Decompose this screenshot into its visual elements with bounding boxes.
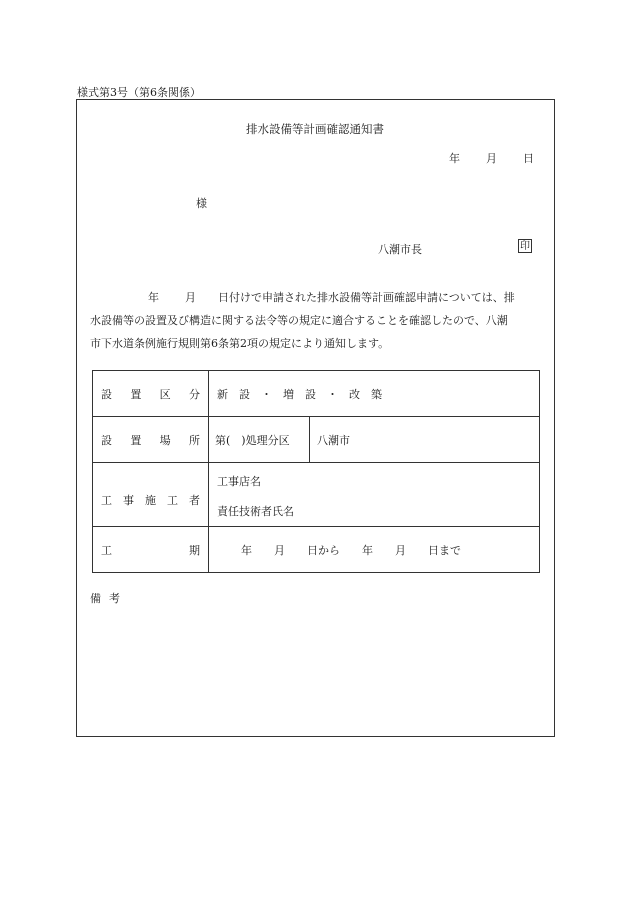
table-row-contractor	[93, 463, 539, 527]
remarks-label: 備考	[90, 592, 128, 605]
label-period: 工 期	[101, 543, 200, 557]
seal-mark: 印	[520, 241, 530, 252]
district-cell	[209, 417, 310, 462]
body-line-2: 水設備等の設置及び構造に関する法令等の規定に適合することを確認したので、八潮	[90, 314, 508, 327]
city-value: 八潮市	[317, 433, 350, 447]
issuer-name: 八潮市長	[378, 243, 422, 256]
category-options: 新 設 ・ 増 設 ・ 改 築	[217, 387, 382, 401]
table-row-period	[93, 527, 539, 572]
label-cell	[93, 463, 209, 526]
label-cell	[93, 527, 209, 572]
contractor-name-label: 工事店名	[217, 475, 261, 488]
date-day: 日	[523, 152, 534, 165]
table-row-location	[93, 417, 539, 463]
document-title: 排水設備等計画確認通知書	[246, 122, 384, 136]
body-year: 年	[148, 291, 159, 304]
label-cell	[93, 371, 209, 416]
body-line-3: 市下水道条例施行規則第6条第2項の規定により通知します。	[90, 337, 390, 350]
district-value: 第( )処理分区	[215, 433, 290, 447]
body-text-1: 日付けで申請された排水設備等計画確認申請については、排	[218, 291, 515, 304]
label-contractor: 工 事 施 工 者	[101, 493, 200, 507]
label-category: 設 置 区 分	[101, 387, 200, 401]
date-line	[449, 150, 534, 166]
body-line-1	[90, 289, 545, 305]
details-table	[92, 370, 540, 573]
table-row-category	[93, 371, 539, 417]
engineer-name-label: 責任技術者氏名	[217, 505, 294, 518]
body-month: 月	[185, 291, 196, 304]
date-year: 年	[449, 152, 460, 165]
form-number: 様式第3号（第6条関係）	[77, 86, 201, 99]
addressee-suffix: 様	[196, 197, 207, 210]
label-location: 設 置 場 所	[101, 433, 200, 447]
date-month: 月	[486, 152, 497, 165]
label-cell	[93, 417, 209, 462]
period-value: 年 月 日から 年 月 日まで	[241, 543, 461, 557]
